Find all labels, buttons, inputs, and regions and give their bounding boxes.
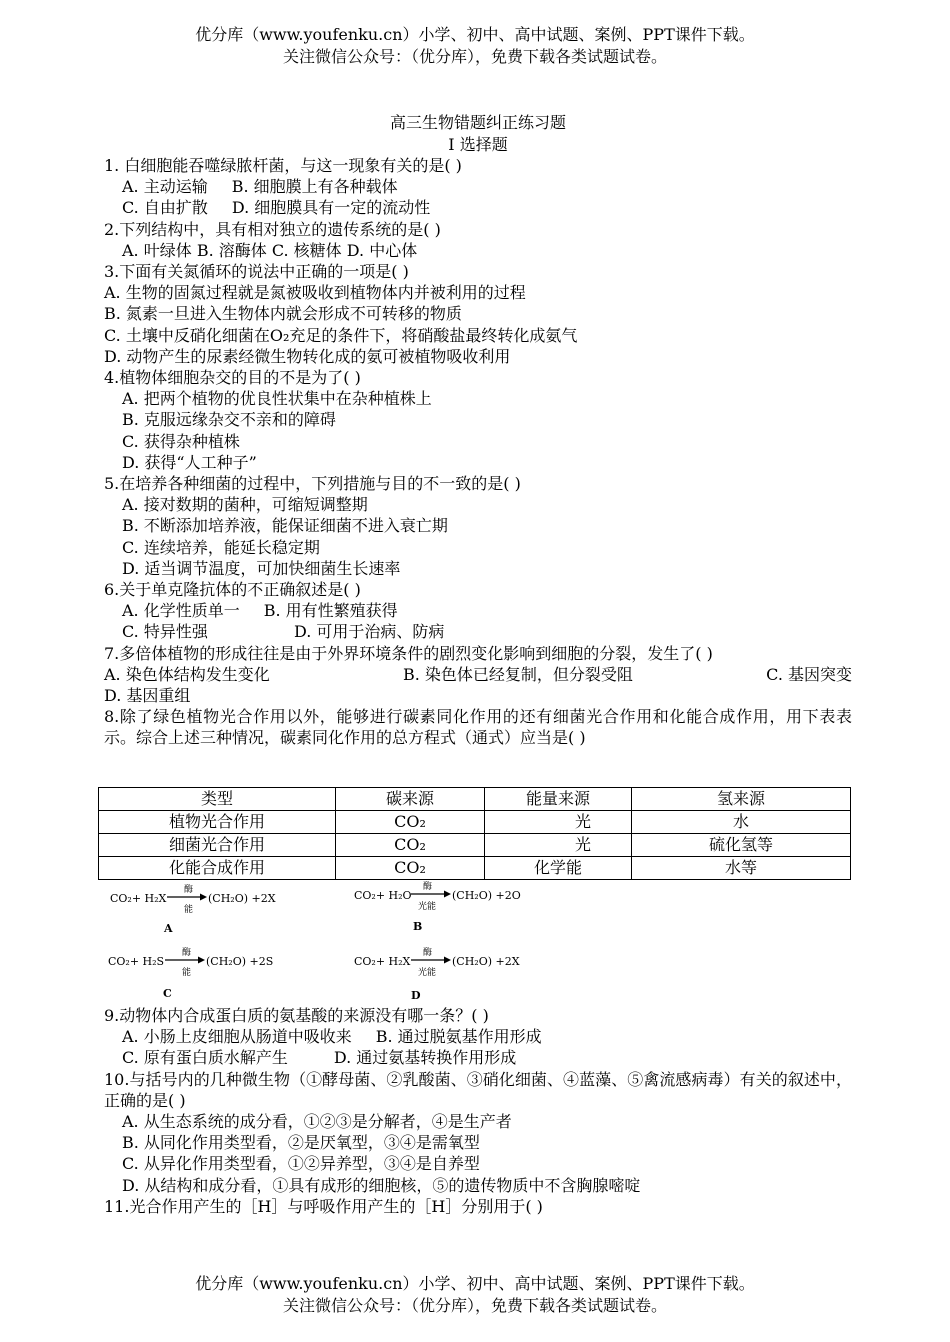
- equation-left: CO₂+ H₂O: [354, 889, 412, 902]
- reaction-arrow-icon: [411, 889, 451, 899]
- question-8: [104, 706, 852, 748]
- question-2: [104, 219, 852, 261]
- equation-catalyst: 酶: [184, 885, 194, 895]
- page-header: [0, 24, 950, 68]
- equation-catalyst: 酶: [182, 948, 192, 958]
- option-c: C. 基因突变: [766, 664, 852, 684]
- option-a: A. 染色体结构发生变化: [104, 664, 270, 684]
- option-b: B. 克服远缘杂交不亲和的障碍: [122, 410, 336, 430]
- table-cell: CO₂: [336, 857, 485, 880]
- reaction-arrow-icon: [167, 892, 207, 902]
- option-a: A. 把两个植物的优良性状集中在杂种植株上: [122, 389, 432, 409]
- equation-label: C: [163, 987, 172, 1000]
- worksheet-body: [104, 112, 852, 749]
- question-stem: 1. 白细胞能吞噬绿脓杆菌，与这一现象有关的是( ): [104, 156, 462, 175]
- reaction-arrow-icon: [411, 955, 451, 965]
- table-cell: 硫化氢等: [632, 834, 851, 857]
- page-footer: [0, 1273, 950, 1317]
- question-stem: 8.除了绿色植物光合作用以外，能够进行碳素同化作用的还有细菌光合作用和化能合成作用，用下表表示。综合上述三种情况，碳素同化作用的总方程式（通式）应当是( ): [104, 707, 852, 748]
- option-c: C. 获得杂种植株: [122, 431, 240, 451]
- option-a: A. 小肠上皮细胞从肠道中吸收来: [122, 1027, 352, 1047]
- option-a: A. 主动运输: [122, 177, 208, 197]
- question-6: [104, 579, 852, 643]
- question-stem: 9.动物体内合成蛋白质的氨基酸的来源没有哪一条？( ): [104, 1006, 489, 1025]
- table-row: [99, 811, 851, 834]
- question-stem: 6.关于单克隆抗体的不正确叙述是( ): [104, 580, 361, 600]
- footer-line-1: 优分库（www.youfenku.cn）小学、初中、高中试题、案例、PPT课件下载。: [195, 1274, 755, 1293]
- option-d: D. 通过氨基转换作用形成: [333, 1048, 517, 1068]
- option-a: A. 从生态系统的成分看，①②③是分解者，④是生产者: [122, 1112, 512, 1132]
- table-cell: 植物光合作用: [99, 811, 336, 834]
- footer-line-2: 关注微信公众号：（优分库），免费下载各类试题试卷。: [282, 1296, 667, 1315]
- table-header: 类型: [99, 788, 336, 811]
- question-stem: 3.下面有关氮循环的说法中正确的一项是( ): [104, 262, 409, 282]
- equation-left: CO₂+ H₂S: [108, 955, 165, 968]
- table-row: [99, 857, 851, 880]
- option-d: D. 基因重组: [104, 686, 191, 706]
- question-stem: 4.植物体细胞杂交的目的不是为了( ): [104, 368, 361, 388]
- equation-right: (CH₂O) +2X: [452, 955, 520, 968]
- option-d: D. 细胞膜具有一定的流动性: [231, 198, 431, 218]
- question-9: [104, 1005, 852, 1069]
- option-b: B. 染色体已经复制，但分裂受阻: [402, 664, 633, 684]
- option-b: B. 用有性繁殖获得: [263, 601, 398, 621]
- option-b: B. 从同化作用类型看，②是厌氧型，③④是需氧型: [122, 1133, 480, 1153]
- equation-right: (CH₂O) +2X: [208, 892, 276, 905]
- question-stem: 10.与括号内的几种微生物（①酵母菌、②乳酸菌、③硝化细菌、④蓝藻、⑤禽流感病毒）有关的叙述中，正确的是( ): [104, 1069, 852, 1110]
- equation-right: (CH₂O) +2O: [452, 889, 521, 902]
- option-c: C. 特异性强: [122, 622, 208, 642]
- question-5: [104, 473, 852, 579]
- question-10: [104, 1069, 852, 1196]
- option-d: D. 从结构和成分看，①具有成形的细胞核，⑤的遗传物质中不含胸腺嘧啶: [122, 1175, 641, 1195]
- options: A. 叶绿体 B. 溶酶体 C. 核糖体 D. 中心体: [122, 240, 418, 260]
- option-d: D. 动物产生的尿素经微生物转化成的氨可被植物吸收利用: [104, 346, 511, 366]
- worksheet-title: 高三生物错题纠正练习题: [389, 113, 566, 132]
- option-c: C. 连续培养，能延长稳定期: [122, 537, 320, 557]
- table-cell: 化学能: [485, 857, 632, 880]
- question-7: [104, 643, 852, 707]
- equation-energy: 能: [184, 905, 194, 915]
- section-heading: Ⅰ 选择题: [448, 135, 508, 154]
- table-row: [99, 834, 851, 857]
- question-4: [104, 367, 852, 473]
- option-c: C. 自由扩散: [122, 198, 208, 218]
- equation-right: (CH₂O) +2S: [206, 955, 274, 968]
- table-cell: CO₂: [336, 811, 485, 834]
- option-c: C. 土壤中反硝化细菌在O₂充足的条件下，将硝酸盐最终转化成氨气: [104, 325, 578, 345]
- question-stem: 11.光合作用产生的［H］与呼吸作用产生的［H］分别用于( ): [104, 1196, 543, 1216]
- equation-catalyst: 酶: [423, 882, 433, 892]
- equation-left: CO₂+ H₂X: [110, 892, 167, 905]
- question-stem: 2.下列结构中，具有相对独立的遗传系统的是( ): [104, 219, 441, 239]
- worksheet-body-continued: [104, 1005, 852, 1217]
- table-cell: 水等: [632, 857, 851, 880]
- equation-label: D: [411, 989, 421, 1002]
- option-c: C. 原有蛋白质水解产生: [122, 1048, 288, 1068]
- table-cell: 化能合成作用: [99, 857, 336, 880]
- option-b: B. 不断添加培养液，能保证细菌不进入衰亡期: [122, 516, 448, 536]
- equation-energy: 光能: [418, 968, 437, 978]
- option-b: B. 细胞膜上有各种载体: [231, 177, 398, 197]
- equation-label: A: [164, 922, 173, 935]
- equation-energy: 能: [182, 968, 192, 978]
- option-d: D. 适当调节温度，可加快细菌生长速率: [122, 558, 401, 578]
- carbon-assimilation-table: [98, 787, 851, 880]
- equation-label: B: [413, 920, 423, 933]
- option-d: D. 可用于治病、防病: [294, 622, 445, 642]
- option-b: B. 通过脱氨基作用形成: [375, 1027, 542, 1047]
- table-cell: 光: [485, 834, 632, 857]
- question-stem: 5.在培养各种细菌的过程中，下列措施与目的不一致的是( ): [104, 474, 521, 494]
- header-line-1: 优分库（www.youfenku.cn）小学、初中、高中试题、案例、PPT课件下载。: [195, 25, 755, 44]
- table-header: 碳来源: [336, 788, 485, 811]
- reaction-arrow-icon: [165, 955, 205, 965]
- option-a: A. 接对数期的菌种，可缩短调整期: [122, 495, 368, 515]
- table-header-row: [99, 788, 851, 811]
- option-a: A. 化学性质单一: [122, 601, 240, 621]
- table-cell: CO₂: [336, 834, 485, 857]
- equation-left: CO₂+ H₂X: [354, 955, 411, 968]
- option-d: D. 获得“人工种子”: [122, 452, 257, 472]
- option-a: A. 生物的固氮过程就是氮被吸收到植物体内并被利用的过程: [104, 283, 526, 303]
- table-cell: 细菌光合作用: [99, 834, 336, 857]
- equation-energy: 光能: [418, 902, 437, 912]
- question-1: [104, 155, 852, 219]
- option-b: B. 氮素一旦进入生物体内就会形成不可转移的物质: [104, 304, 462, 324]
- table-header: 能量来源: [485, 788, 632, 811]
- question-3: [104, 261, 852, 367]
- question-stem: 7.多倍体植物的形成往往是由于外界环境条件的剧烈变化影响到细胞的分裂，发生了( ): [104, 643, 713, 663]
- question-11: [104, 1196, 852, 1217]
- table-cell: 光: [485, 811, 632, 834]
- option-c: C. 从异化作用类型看，①②异养型，③④是自养型: [122, 1154, 480, 1174]
- table-cell: 水: [632, 811, 851, 834]
- equation-catalyst: 酶: [423, 948, 433, 958]
- table-header: 氢来源: [632, 788, 851, 811]
- header-line-2: 关注微信公众号：（优分库），免费下载各类试题试卷。: [282, 47, 667, 66]
